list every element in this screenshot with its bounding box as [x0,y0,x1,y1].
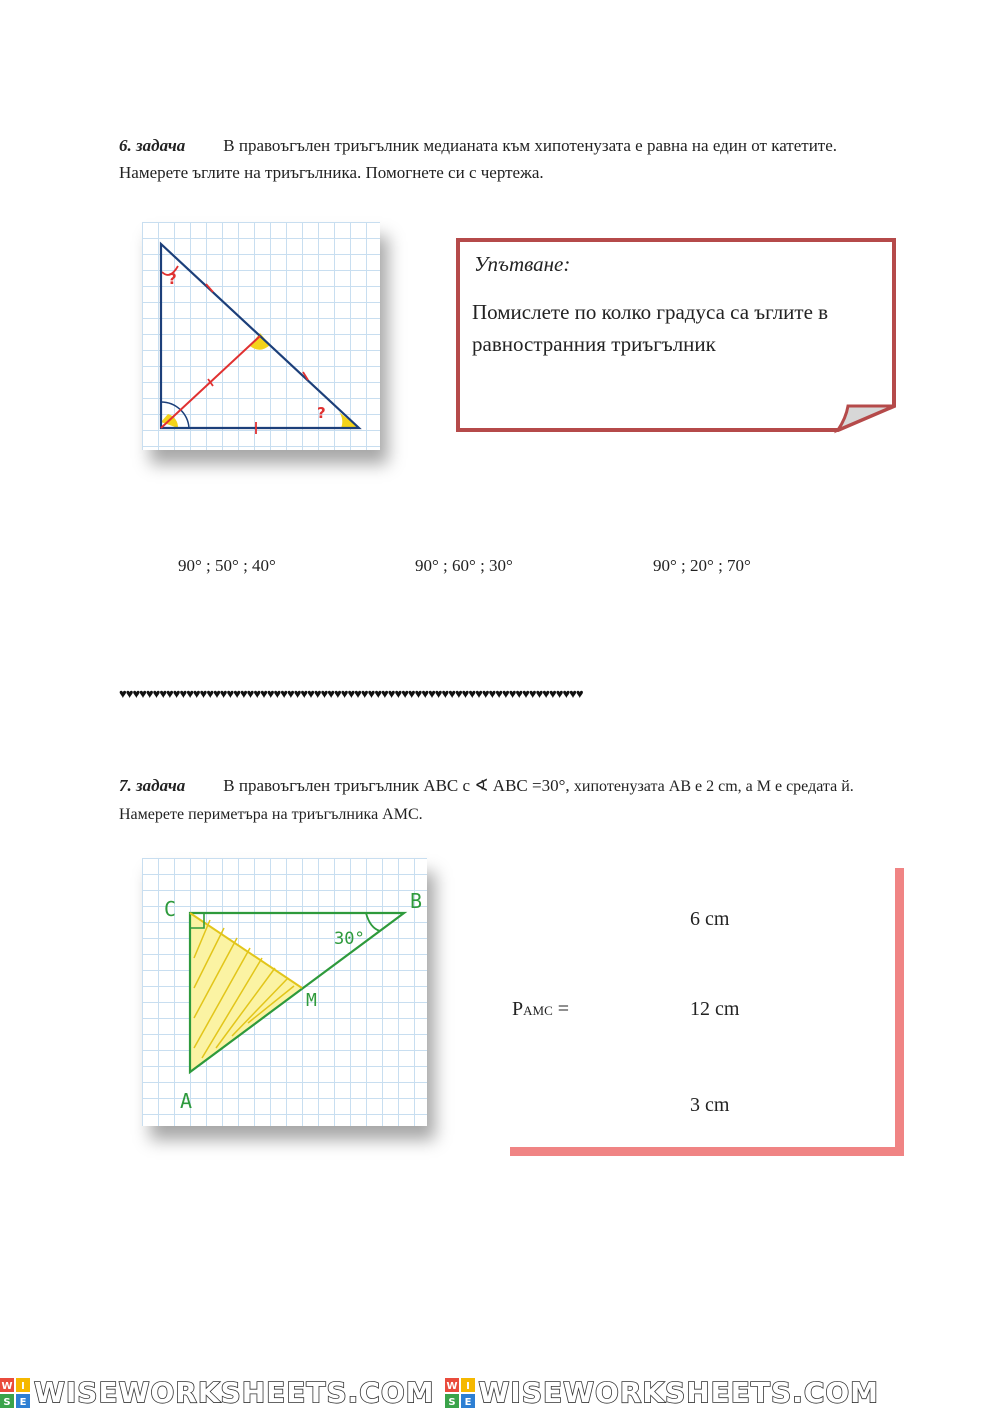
answer-frame-bottom-border [510,1147,904,1156]
footer-logo-grid-icon [0,1378,30,1408]
task6-triangle-figure [142,222,380,450]
perimeter-symbol: P [512,998,524,1020]
task6-mark-right: ? [317,404,326,422]
hearts-divider: ♥♥♥♥♥♥♥♥♥♥♥♥♥♥♥♥♥♥♥♥♥♥♥♥♥♥♥♥♥♥♥♥♥♥♥♥♥♥♥♥♥♥♥♥♥♥♥♥♥♥♥♥♥♥♥♥♥♥♥♥♥♥♥♥♥♥♥♥♥ [119,686,583,701]
point-label-m: M [306,990,317,1011]
svg-text:I: I [465,1380,470,1392]
footer-logo-1 [0,1376,435,1409]
task7-option-3[interactable]: 3 cm [690,1094,730,1116]
task7-angle-arc [366,913,380,931]
hint-page-curl [838,406,894,430]
task6-drawing [142,222,380,450]
hint-body: Помислете по колко градуса са ъглите в равностранния триъгълник [472,300,829,356]
vertex-label-b: B [410,889,423,913]
task7-drawing [142,858,427,1126]
task7-option-2[interactable]: 12 cm [690,998,740,1020]
task7-text-small: хипотенузата АВ е 2 cm, а М е средата й. Намерете периметъра на триъгълника АМС. [119,778,854,823]
task7-label: 7. задача [119,776,186,795]
footer-logo-text: WISEWORKSHEETS.COM [478,1376,880,1409]
svg-text:W: W [446,1380,458,1392]
svg-text:S: S [447,1396,456,1408]
angle-label-30: 30° [334,929,365,949]
hint-note [450,232,900,442]
footer-logo-grid-icon [445,1378,475,1408]
task6-option-3[interactable]: 90° ; 20° ; 70° [653,556,751,575]
hint-title: Упътване: [474,252,571,276]
svg-text:I: I [21,1380,25,1392]
footer-logo-2 [445,1376,880,1409]
task6-option-1[interactable]: 90° ; 50° ; 40° [178,556,276,575]
task7-text-main: В правоъгълен триъгълник АВС с ∢ АВС =30°, [223,776,570,795]
task7-triangle-figure [142,858,427,1126]
vertex-label-c: C [164,897,177,921]
task6-option-2[interactable]: 90° ; 60° ; 30° [415,556,513,575]
task6-statement [119,132,879,186]
vertex-label-a: A [180,1089,193,1113]
perimeter-equals: = [552,998,570,1020]
svg-text:W: W [1,1380,13,1392]
task6-mark-top: ? [168,270,177,288]
svg-text:E: E [464,1396,471,1408]
svg-text:S: S [3,1396,11,1408]
task6-text: В правоъгълен триъгълник медианата към хипотенузата е равна на един от катетите. Намерете ъглите на триъгълника. Помогнете си с чертежа. [119,136,838,182]
task6-label: 6. задача [119,136,186,155]
task7-option-1[interactable]: 6 cm [690,908,730,930]
footer-logo-text: WISEWORKSHEETS.COM [34,1376,435,1409]
footer-watermark [0,1376,1000,1413]
answer-frame-right-border [895,868,904,1156]
perimeter-label [512,998,569,1021]
svg-text:E: E [19,1396,27,1408]
perimeter-subscript: AMC [523,1003,553,1018]
task7-statement [119,772,879,828]
